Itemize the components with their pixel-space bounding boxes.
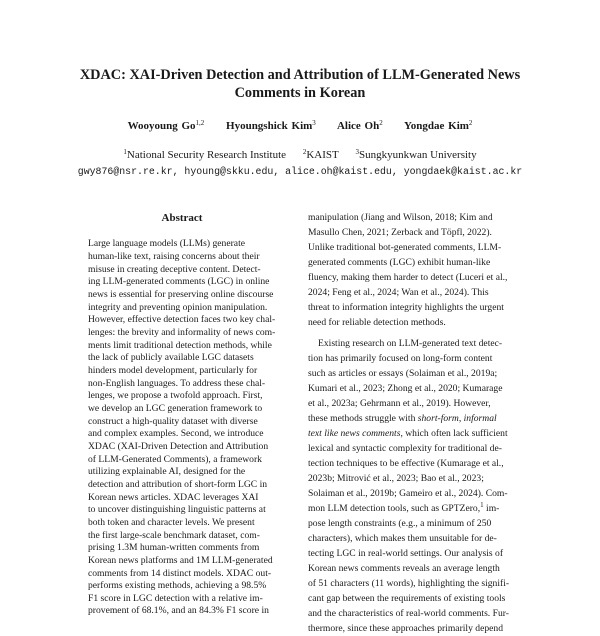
body-line: manipulation (Jiang and Wilson, 2018; Kim and [308, 212, 493, 223]
abstract-line: provement of 68.1%, and an 84.3% F1 score in [88, 605, 269, 616]
abstract-line: both token and character levels. We present [88, 517, 255, 528]
body-text: these methods struggle with [308, 413, 418, 424]
abstract-line: ing LLM-generated comments (LGC) in online [88, 276, 270, 287]
body-line: thermore, since these approaches primarily depend [308, 623, 503, 634]
body-line: 2023b; Mitrović et al., 2023; Bao et al., 2023; [308, 473, 484, 484]
body-line: et al., 2023a; Gehrmann et al., 2019). However, [308, 398, 491, 409]
body-line: such as articles or essays (Solaiman et al., 2019a; [308, 368, 498, 379]
body-text: , which often lack sufficient [400, 428, 508, 439]
body-line: threat to information integrity highlights the urgent [308, 302, 504, 313]
body-text: im- [483, 503, 500, 514]
body-line: Masullo Chen, 2021; Zerback and Töpfl, 2022). [308, 227, 492, 238]
title-line: XDAC: XAI-Driven Detection and Attribution of LLM-Generated News [79, 67, 521, 83]
abstract-line: Large language models (LLMs) generate [88, 238, 245, 249]
author-affil-mark: 2 [379, 119, 383, 127]
abstract-line: comments from 14 distinct models. XDAC out- [88, 568, 272, 579]
body-line: tection techniques to be effective (Kumarage et al., [308, 458, 504, 469]
body-line: pose length constraints (e.g., a minimum of 250 [308, 518, 492, 529]
author-name: Hyoungshick Kim [226, 120, 313, 132]
body-line: generated comments (LGC) exhibit human-like [308, 257, 491, 268]
abstract-line: of LLM-Generated Comments), a framework [88, 454, 262, 465]
author-name: Yongdae Kim [404, 120, 469, 132]
abstract-line: utilizing explainable AI, designed for the [88, 466, 246, 477]
abstract-line: and complex examples. Second, we introduce [88, 428, 264, 439]
affil-mark: 3 [355, 148, 359, 156]
abstract-line: Korean news articles. XDAC leverages XAI [88, 492, 259, 503]
body-line [308, 428, 508, 441]
author-name: Alice Oh [336, 120, 380, 132]
abstract-line: non-English languages. To address these chal- [88, 378, 266, 389]
body-line: characters), which makes them unsuitable for de- [308, 533, 497, 544]
author-affil-mark: 1,2 [195, 119, 205, 127]
abstract-line: human-like text, raising concerns about their [88, 251, 260, 262]
body-line: tion has primarily focused on long-form content [308, 353, 493, 364]
abstract-line: news is essential for preserving online discourse [88, 289, 274, 300]
affil-mark: 1 [123, 148, 127, 156]
abstract-line: lenges, we propose a twofold approach. First, [88, 390, 263, 401]
body-line: need for reliable detection methods. [308, 317, 446, 328]
abstract-line: Korean news platforms and 1M LLM-generated [88, 555, 273, 566]
body-line: cant gap between the requirements of existing tools [308, 593, 506, 604]
body-line: Solaiman et al., 2019b; Gameiro et al., 2024). Com- [308, 488, 508, 499]
italic-text: text like news comments [308, 428, 401, 439]
body-line: lexical and syntactic complexity for traditional de- [308, 443, 502, 454]
abstract-line: the first large-scale benchmark dataset, com- [88, 530, 260, 541]
body-text: mon LLM detection tools, such as GPTZero, [308, 503, 481, 514]
body-line: Korean news comments reveals an average length [308, 563, 500, 574]
author-name: Wooyoung Go [127, 120, 196, 132]
body-line: 2024; Feng et al., 2024; Wan et al., 2024). This [308, 287, 489, 298]
abstract-line: performs existing methods, achieving a 98.5% [88, 580, 267, 591]
affiliation: Sungkyunkwan University [358, 149, 477, 161]
footnote-mark[interactable]: 1 [480, 501, 484, 509]
title-line: Comments in Korean [234, 85, 366, 101]
abstract-line: hinders model development, particularly for [88, 365, 258, 376]
paper-title [60, 66, 540, 102]
body-line: of 51 characters (11 words), highlighting the signifi- [308, 578, 510, 589]
abstract-line: ments limit traditional detection methods, while [88, 340, 272, 351]
body-line: Unlike traditional bot-generated comments, LLM- [308, 242, 502, 253]
affiliation: KAIST [306, 149, 339, 161]
abstract-line: However, effective detection faces two key chal- [88, 314, 276, 325]
abstract-line: lenges: the brevity and informality of news com- [88, 327, 276, 338]
author-emails: gwy876@nsr.re.kr, hyoung@skku.edu, alice.oh@kaist.edu, yongdaek@kaist.ac.kr [77, 166, 523, 177]
body-line: fluency, making them harder to detect (Luceri et al., [308, 272, 508, 283]
body-line: Existing research on LLM-generated text detec- [318, 338, 503, 349]
affiliation: National Security Research Institute [126, 149, 287, 161]
abstract-line: integrity and preventing opinion manipulation. [88, 302, 268, 313]
italic-text: short-form, informal [417, 413, 497, 424]
abstract-line: misuse in creating deceptive content. Detect- [88, 264, 261, 275]
affil-mark: 2 [302, 148, 307, 156]
abstract-line: the lack of publicly available LGC datasets [88, 352, 254, 363]
abstract-line: construct a high-quality dataset with diverse [88, 416, 258, 427]
body-line: and the characteristics of real-world comments. Fur- [308, 608, 509, 619]
author-affil-mark: 3 [312, 119, 316, 127]
body-line [308, 503, 499, 516]
body-line: Kumari et al., 2023; Zhong et al., 2020; Kumarage [308, 383, 503, 394]
author-affil-mark: 2 [468, 119, 473, 127]
abstract-line: we develop an LGC generation framework to [88, 403, 263, 414]
abstract-line: prising 1.3M human-written comments from [88, 542, 260, 553]
abstract-heading: Abstract [161, 212, 203, 224]
abstract-line: detection and attribution of short-form LGC in [88, 479, 268, 490]
abstract-line: F1 score in LGC detection with a relative im- [88, 593, 263, 604]
abstract-line: XDAC (XAI-Driven Detection and Attribution [88, 441, 269, 452]
affiliation-list [40, 148, 560, 162]
author-list [40, 119, 560, 133]
abstract-line: to uncover distinguishing linguistic patterns at [88, 504, 266, 515]
body-line: tecting LGC in real-world settings. Our analysis of [308, 548, 504, 559]
body-line [308, 413, 497, 426]
